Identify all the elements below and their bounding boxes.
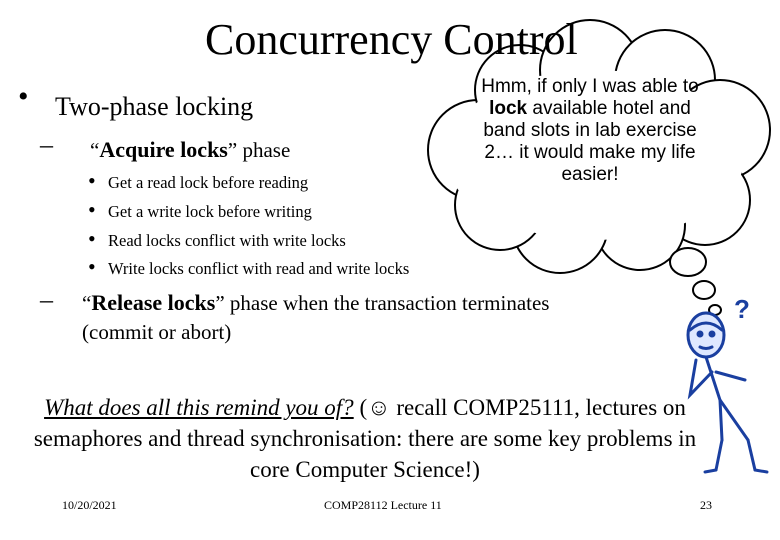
- question-rest: recall COMP25111, lectures on semaphores and thread synchronisation: there are some key problems in core Computer Science!): [33, 395, 697, 482]
- thought-text: [470, 76, 710, 186]
- acquire-locks-bold: Acquire locks: [99, 137, 228, 162]
- release-locks-bold: Release locks: [91, 290, 216, 315]
- sub-item: Write locks conflict with read and write locks: [108, 259, 410, 278]
- thought-before: Hmm, if only I was able to: [481, 76, 699, 97]
- acquire-locks-line: [90, 137, 290, 163]
- quote-open: “: [82, 291, 92, 315]
- sub-bullet-dot: •: [88, 254, 96, 279]
- thought-after: available hotel and band slots in lab exercise 2… it would make my life easier!: [483, 98, 697, 185]
- dash-marker: –: [40, 285, 53, 314]
- footer-page-number: 23: [700, 498, 712, 512]
- sub-bullet-dot: •: [88, 226, 96, 251]
- smiley-open: (☺: [359, 395, 391, 420]
- sub-item: Get a write lock before writing: [108, 202, 312, 221]
- reflection-question: [20, 392, 710, 485]
- slide-title: Concurrency Control: [205, 15, 578, 64]
- question-emph: What does all this remind you of?: [44, 395, 354, 420]
- sub-item: Get a read lock before reading: [108, 173, 309, 192]
- acquire-rest: ” phase: [227, 138, 291, 162]
- thought-emph: lock: [489, 98, 528, 119]
- bullet-dot: •: [18, 80, 29, 113]
- sub-item: Read locks conflict with write locks: [108, 231, 346, 250]
- thought-bubbles: [670, 248, 721, 315]
- release-continuation: (commit or abort): [82, 320, 232, 344]
- quote-open: “: [90, 138, 100, 162]
- sub-bullet-dot: •: [88, 168, 96, 193]
- release-locks-line: [82, 290, 549, 316]
- sub-bullet-dot: •: [88, 197, 96, 222]
- footer-date: 10/20/2021: [62, 498, 117, 512]
- bullet-two-phase-locking: Two-phase locking: [55, 92, 254, 121]
- dash-marker: –: [40, 130, 53, 159]
- question-mark-glyph: ?: [734, 294, 750, 324]
- footer-course: COMP28112 Lecture 11: [324, 498, 442, 512]
- release-rest: ” phase when the transaction terminates: [215, 291, 550, 315]
